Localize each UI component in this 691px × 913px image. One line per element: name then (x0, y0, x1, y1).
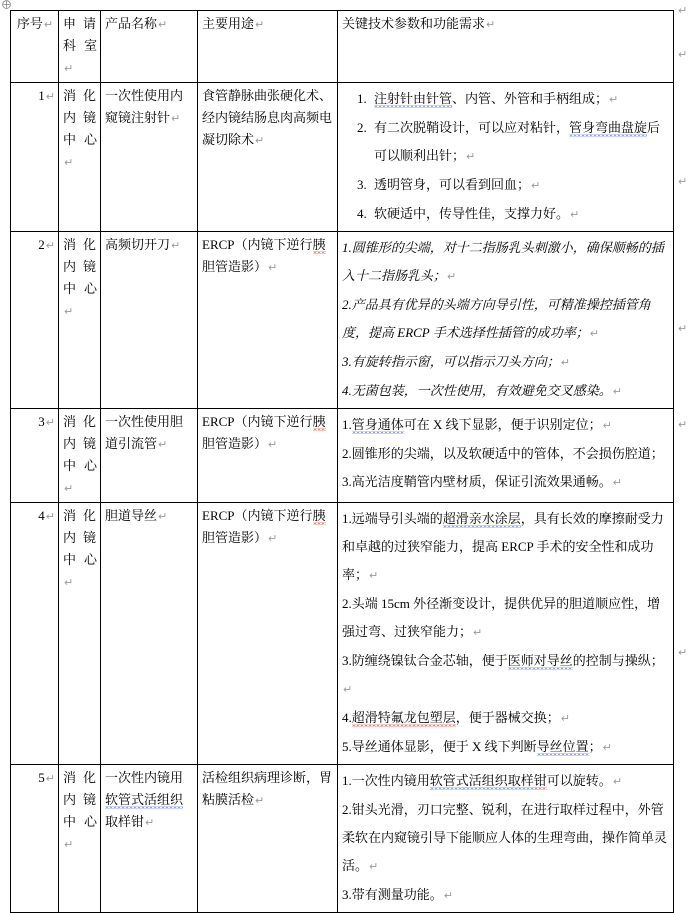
spec-text: 5.导丝通体显影，便于 X 线下判断 (342, 739, 537, 754)
spellcheck-marked-text: 超滑特氟龙包塑层 (351, 710, 456, 725)
paragraph-mark: ↵ (145, 816, 155, 829)
paragraph-mark: ↵ (45, 239, 55, 252)
dept-line: 消 化 (63, 414, 96, 429)
dept-line: 消 化 (63, 88, 96, 103)
spec-text: 4.无菌包装，一次性使用，有效避免交叉感染。 (342, 383, 612, 398)
paragraph-mark-outside: ↵ (678, 646, 688, 659)
spec-text: ； (588, 739, 602, 754)
table-row (11, 503, 674, 765)
header-cell-use (198, 11, 338, 83)
dept-line: 消 化 (63, 508, 96, 523)
spec-paragraph (342, 733, 670, 762)
paragraph-mark: ↵ (570, 208, 580, 221)
main-use-value: ERCP（内镜下逆行 (202, 508, 313, 523)
paragraph-mark: ↵ (369, 569, 379, 582)
paragraph-mark: ↵ (612, 775, 623, 788)
cell-department (59, 409, 101, 503)
cell-seq (11, 503, 59, 765)
spec-text: ，具有长效的摩擦耐受力和卓越的过狭窄能力，提高 ERCP 手术的安全性和成功率； (342, 511, 664, 582)
paragraph-mark: ↵ (158, 438, 168, 451)
seq-value: 1 (38, 88, 45, 103)
dept-line: 内 镜 (63, 259, 96, 274)
cell-product-name (101, 232, 198, 409)
paragraph-mark: ↵ (612, 476, 622, 489)
paragraph-mark: ↵ (171, 239, 181, 252)
paragraph-mark: ↵ (447, 270, 457, 283)
paragraph-mark: ↵ (255, 134, 265, 147)
spec-text: ，便于器械交换； (455, 710, 560, 725)
paragraph-mark: ↵ (171, 112, 181, 125)
table-move-handle[interactable]: ⨁ (2, 0, 11, 10)
paragraph-mark: ↵ (45, 416, 55, 429)
product-name-value: 一次性使用胆道引流管 (105, 414, 184, 451)
spec-paragraph (342, 348, 670, 377)
dept-line: 内 镜 (63, 436, 96, 451)
paragraph-mark: ↵ (158, 18, 168, 31)
spec-text: 3.有旋转指示窗，可以指示刀头方向； (342, 354, 560, 369)
main-use-value: 食管静脉曲张硬化术、经内镜结肠息肉高频电凝切除术 (202, 88, 333, 147)
main-use-value: 活检组织病理诊断，胃粘膜活检 (202, 770, 333, 807)
seq-value: 2 (38, 237, 45, 252)
spellcheck-marked-text: 胰 (312, 414, 326, 429)
cell-seq (11, 232, 59, 409)
spec-text: 1.远端导引头端的 (342, 511, 443, 526)
spec-paragraph (342, 291, 670, 348)
paragraph-mark-outside: ↵ (678, 322, 688, 335)
paragraph-mark: ↵ (64, 482, 74, 495)
paragraph-mark: ↵ (560, 356, 570, 369)
paragraph-mark: ↵ (486, 18, 496, 31)
spec-list-item (370, 171, 670, 200)
header-label-product: 产品名称 (105, 16, 158, 31)
spec-list-item (370, 114, 670, 171)
paragraph-mark: ↵ (612, 385, 622, 398)
spec-paragraph (342, 590, 670, 647)
paragraph-mark: ↵ (268, 261, 278, 274)
spec-text: 后可以顺利出针； (374, 120, 661, 163)
cell-main-use (198, 409, 338, 503)
spec-paragraph (342, 234, 670, 291)
cell-spec (338, 83, 674, 232)
cell-department (59, 83, 101, 232)
spec-list-item (370, 200, 670, 229)
spec-text: 可在 X 线下显影，便于识别定位； (403, 417, 602, 432)
cell-department (59, 232, 101, 409)
paragraph-mark: ↵ (609, 93, 619, 106)
spellcheck-marked-text: 钳 (533, 773, 547, 788)
spec-text: 3.防缠绕镍钛合金芯轴，便于 (342, 653, 508, 668)
paragraph-mark: ↵ (43, 18, 54, 31)
spec-paragraph (342, 704, 670, 733)
spec-text: 2.产品具有优异的头端方向导引性，可精准操控插管角度，提高 ERCP 手术选择性插管的成功率； (342, 297, 651, 340)
paragraph-mark: ↵ (255, 18, 265, 31)
paragraph-mark: ↵ (473, 626, 483, 639)
cell-spec (338, 232, 674, 409)
seq-value: 5 (38, 770, 45, 785)
paragraph-mark: ↵ (343, 683, 353, 696)
paragraph-mark-outside: ↵ (678, 48, 688, 61)
paragraph-mark: ↵ (602, 741, 612, 754)
header-label-spec: 关键技术参数和功能需求 (342, 16, 486, 31)
paragraph-mark-outside: ↵ (678, 418, 688, 431)
product-name-value: 高频切开刀 (105, 237, 171, 252)
spellcheck-marked-text: 管身通体 (351, 417, 404, 432)
product-name-value: 一次性使用内窥镜注射针 (105, 88, 184, 125)
paragraph-mark: ↵ (466, 150, 476, 163)
cell-product-name (101, 83, 198, 232)
header-label-use: 主要用途 (202, 16, 255, 31)
dept-line: 内 镜 (63, 110, 96, 125)
spellcheck-marked-text: 导丝位置 (536, 739, 589, 754)
header-label-seq: 序号 (16, 16, 43, 31)
main-use-value: 胆管造影） (202, 436, 268, 451)
seq-value: 4 (38, 508, 45, 523)
spellcheck-marked-text: 管身弯曲盘旋 (569, 120, 648, 135)
spec-text: 、内管、外管和手柄组成； (452, 91, 609, 106)
dept-line: 中心 (63, 552, 97, 567)
paragraph-mark: ↵ (45, 772, 55, 785)
table-header-row (11, 11, 674, 83)
spellcheck-marked-text: 医师对导丝 (507, 653, 573, 668)
spellcheck-marked-text: 胰 (312, 237, 326, 252)
cell-product-name (101, 765, 198, 913)
spellcheck-marked-text: 注射针由针管 (374, 91, 453, 106)
spec-text: 软硬适中，传导性佳，支撑力好。 (374, 206, 570, 221)
dept-line: 内 镜 (63, 530, 96, 545)
cell-main-use (198, 232, 338, 409)
spec-text: 1. (342, 417, 352, 432)
main-use-value: ERCP（内镜下逆行 (202, 237, 313, 252)
spec-paragraph (342, 796, 670, 881)
cell-spec (338, 765, 674, 913)
paragraph-mark: ↵ (64, 156, 74, 169)
header-label-dept-line2: 科室 (63, 38, 97, 53)
cell-main-use (198, 765, 338, 913)
spec-text: 1.一次性内镜用 (342, 773, 430, 788)
requirement-spec-table[interactable] (10, 10, 674, 913)
spec-text: 2.圆锥形的尖端，以及软硬适中的管体，不会损伤腔道；3.高光洁度鞘管内壁材质，保证引流效果通畅。 (342, 446, 664, 489)
dept-line: 中心 (63, 281, 97, 296)
spec-paragraph (342, 440, 670, 497)
paragraph-mark: ↵ (369, 860, 379, 873)
table-row (11, 83, 674, 232)
paragraph-mark: ↵ (602, 419, 612, 432)
paragraph-mark: ↵ (560, 712, 570, 725)
cell-seq (11, 409, 59, 503)
paragraph-mark: ↵ (268, 438, 278, 451)
paragraph-mark: ↵ (443, 889, 453, 902)
seq-value: 3 (38, 414, 45, 429)
spec-text: 2.钳头光滑，刃口完整、锐利，在进行取样过程中，外管柔软在内窥镜引导下能顺应人体的生理弯曲，操作简单灵活。 (342, 802, 668, 873)
cell-seq (11, 765, 59, 913)
main-use-value: 胆管造影） (202, 530, 268, 545)
spec-numbered-list (342, 85, 670, 229)
spec-text: 4. (342, 710, 352, 725)
dept-line: 消 化 (63, 770, 96, 785)
paragraph-mark-outside: ↵ (678, 175, 688, 188)
main-use-value: ERCP（内镜下逆行 (202, 414, 313, 429)
product-name-value: 取样钳 (105, 814, 145, 829)
spellcheck-marked-text: 软管式活组织取样 (429, 773, 534, 788)
cell-department (59, 503, 101, 765)
spec-paragraph (342, 377, 670, 406)
header-cell-product (101, 11, 198, 83)
dept-line: 内 镜 (63, 792, 96, 807)
paragraph-mark-outside: ↵ (678, 4, 688, 17)
table-row (11, 232, 674, 409)
cell-product-name (101, 409, 198, 503)
cell-seq (11, 83, 59, 232)
spec-text: 可以旋转。 (546, 773, 612, 788)
spec-paragraph (342, 411, 670, 440)
header-cell-dept (59, 11, 101, 83)
spec-text: 的控制与操纵； (572, 653, 664, 668)
cell-spec (338, 409, 674, 503)
spec-text: 透明管身，可以看到回血； (374, 177, 531, 192)
dept-line: 消 化 (63, 237, 96, 252)
dept-line: 中心 (63, 132, 97, 147)
dept-line: 中心 (63, 458, 97, 473)
main-use-value: 胆管造影） (202, 259, 268, 274)
spec-text: 3.带有测量功能。 (342, 887, 443, 902)
spec-text: 1.圆锥形的尖端，对十二指肠乳头刺激小，确保顺畅的插入十二指肠乳头； (342, 240, 664, 283)
table-row (11, 409, 674, 503)
paragraph-mark: ↵ (64, 576, 74, 589)
cell-spec (338, 503, 674, 765)
spellcheck-marked-text: 超滑亲水涂层 (442, 511, 521, 526)
paragraph-mark: ↵ (158, 510, 168, 523)
spellcheck-marked-text: 胰 (312, 508, 326, 523)
spec-text: 2.头端 15cm 外径渐变设计，提供优异的胆道顺应性，增强过弯、过狭窄能力； (342, 596, 661, 639)
paragraph-mark: ↵ (45, 90, 55, 103)
header-cell-spec (338, 11, 674, 83)
spec-paragraph (342, 647, 670, 704)
spec-list-item (370, 85, 670, 114)
product-name-value: 胆道导丝 (105, 508, 158, 523)
header-cell-seq (11, 11, 59, 83)
paragraph-mark: ↵ (64, 305, 74, 318)
paragraph-mark: ↵ (64, 838, 74, 851)
paragraph-mark: ↵ (268, 532, 278, 545)
paragraph-mark: ↵ (589, 327, 599, 340)
header-label-dept-line1: 申 请 (63, 16, 96, 31)
spec-text: 有二次脱鞘设计，可以应对粘针， (374, 120, 570, 135)
product-name-value: 一次性内镜用 (105, 770, 184, 785)
spellcheck-marked-text: 组织 (157, 792, 184, 807)
spec-paragraph (342, 767, 670, 796)
spec-paragraph (342, 505, 670, 590)
paragraph-mark: ↵ (64, 62, 74, 75)
spec-paragraph (342, 881, 670, 910)
dept-line: 中心 (63, 814, 97, 829)
paragraph-mark: ↵ (255, 794, 265, 807)
paragraph-mark: ↵ (45, 510, 55, 523)
cell-main-use (198, 503, 338, 765)
table-row (11, 765, 674, 913)
spellcheck-marked-text: 软管式活 (105, 792, 158, 807)
paragraph-mark: ↵ (531, 179, 541, 192)
cell-product-name (101, 503, 198, 765)
cell-department (59, 765, 101, 913)
cell-main-use (198, 83, 338, 232)
